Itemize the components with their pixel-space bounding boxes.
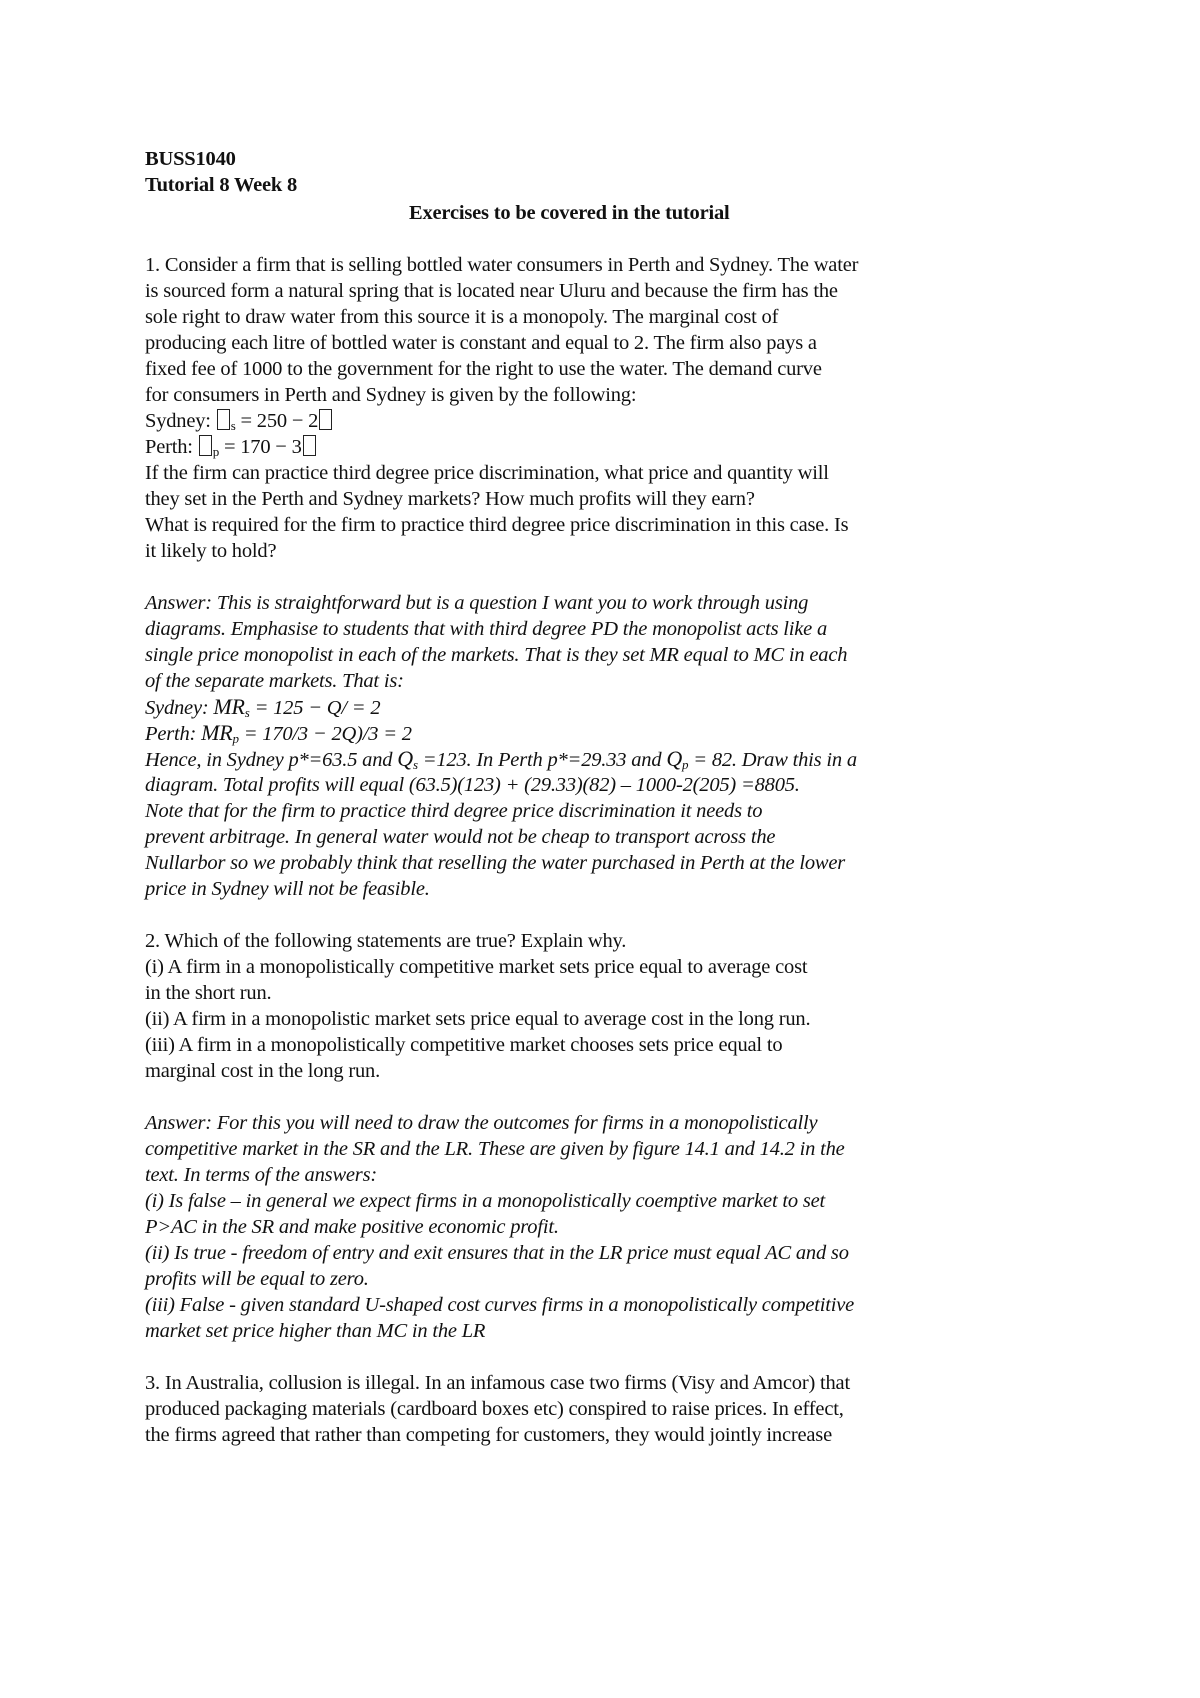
q2-line: (ii) A firm in a monopolistic market sets price equal to average cost in the long run. bbox=[145, 1008, 811, 1030]
missing-glyph-icon bbox=[217, 409, 230, 430]
q1-line: they set in the Perth and Sydney markets? How much profits will they earn? bbox=[145, 488, 755, 510]
q1-line: fixed fee of 1000 to the government for the right to use the water. The demand curve bbox=[145, 358, 822, 380]
a2-line: Answer: For this you will need to draw the outcomes for firms in a monopolistically bbox=[145, 1112, 818, 1134]
q1-line: If the firm can practice third degree price discrimination, what price and quantity will bbox=[145, 462, 829, 484]
q2-line: (i) A firm in a monopolistically competitive market sets price equal to average cost bbox=[145, 956, 808, 978]
a2-line: competitive market in the SR and the LR. These are given by figure 14.1 and 14.2 in the bbox=[145, 1138, 845, 1160]
q2-line: 2. Which of the following statements are true? Explain why. bbox=[145, 930, 627, 952]
a1-line: single price monopolist in each of the markets. That is they set MR equal to MC in each bbox=[145, 644, 848, 666]
a1-line: price in Sydney will not be feasible. bbox=[145, 878, 430, 900]
q3-line: the firms agreed that rather than competing for customers, they would jointly increase bbox=[145, 1424, 832, 1446]
a1-line: Answer: This is straightforward but is a question I want you to work through using bbox=[145, 592, 809, 614]
missing-glyph-icon bbox=[199, 435, 212, 456]
q1-line: is sourced form a natural spring that is located near Uluru and because the firm has the bbox=[145, 280, 838, 302]
a1-line: diagram. Total profits will equal (63.5)(123) + (29.33)(82) – 1000-2(205) =8805. bbox=[145, 774, 800, 796]
a2-line: (i) Is false – in general we expect firms in a monopolistically coemptive market to set bbox=[145, 1190, 826, 1212]
a2-line: profits will be equal to zero. bbox=[145, 1268, 369, 1290]
perth-demand-equation: Perth: $_p$ = 170 − 3 bbox=[145, 433, 317, 461]
q1-line: 1. Consider a firm that is selling bottled water consumers in Perth and Sydney. The water bbox=[145, 254, 859, 276]
q3-line: 3. In Australia, collusion is illegal. In an infamous case two firms (Visy and Amcor) that bbox=[145, 1372, 850, 1394]
q1-line: for consumers in Perth and Sydney is given by the following: bbox=[145, 384, 637, 406]
tutorial-title: Tutorial 8 Week 8 bbox=[145, 174, 298, 196]
a2-line: (ii) Is true - freedom of entry and exit ensures that in the LR price must equal AC and so bbox=[145, 1242, 849, 1264]
q1-line: it likely to hold? bbox=[145, 540, 277, 562]
a2-line: text. In terms of the answers: bbox=[145, 1164, 377, 1186]
q2-line: (iii) A firm in a monopolistically competitive market chooses sets price equal to bbox=[145, 1034, 783, 1056]
q3-line: produced packaging materials (cardboard boxes etc) conspired to raise prices. In effect, bbox=[145, 1398, 844, 1420]
a2-line: P>AC in the SR and make positive economic profit. bbox=[145, 1216, 559, 1238]
sydney-mr-equation: Sydney: $MR_s = 125 - Q/ = 2$ bbox=[145, 694, 381, 720]
perth-mr-equation: Perth: $MR_p = 170/3 - 2Q)/3 = 2$ bbox=[145, 720, 412, 746]
a1-results-line: Hence, in Sydney p*=63.5 and $Q_s =123$. In Perth p*=29.33 and $Q_p = 82$. Draw this in a bbox=[145, 746, 857, 772]
a1-line: of the separate markets. That is: bbox=[145, 670, 404, 692]
q2-line: in the short run. bbox=[145, 982, 272, 1004]
page-subtitle: Exercises to be covered in the tutorial bbox=[409, 202, 730, 224]
sydney-demand-equation: Sydney: $_s$ = 250 − 2 bbox=[145, 407, 333, 435]
course-code: BUSS1040 bbox=[145, 148, 236, 170]
q1-line: producing each litre of bottled water is constant and equal to 2. The firm also pays a bbox=[145, 332, 817, 354]
q2-line: marginal cost in the long run. bbox=[145, 1060, 381, 1082]
a2-line: (iii) False - given standard U-shaped cost curves firms in a monopolistically competitive bbox=[145, 1294, 855, 1316]
q1-line: What is required for the firm to practice third degree price discrimination in this case. Is bbox=[145, 514, 849, 536]
a1-line: Nullarbor so we probably think that reselling the water purchased in Perth at the lower bbox=[145, 852, 846, 874]
missing-glyph-icon bbox=[319, 409, 332, 430]
a1-line: diagrams. Emphasise to students that with third degree PD the monopolist acts like a bbox=[145, 618, 828, 640]
a1-line: prevent arbitrage. In general water would not be cheap to transport across the bbox=[145, 826, 776, 848]
a2-line: market set price higher than MC in the LR bbox=[145, 1320, 486, 1342]
q1-line: sole right to draw water from this source it is a monopoly. The marginal cost of bbox=[145, 306, 779, 328]
missing-glyph-icon bbox=[303, 435, 316, 456]
a1-line: Note that for the firm to practice third degree price discrimination it needs to bbox=[145, 800, 763, 822]
